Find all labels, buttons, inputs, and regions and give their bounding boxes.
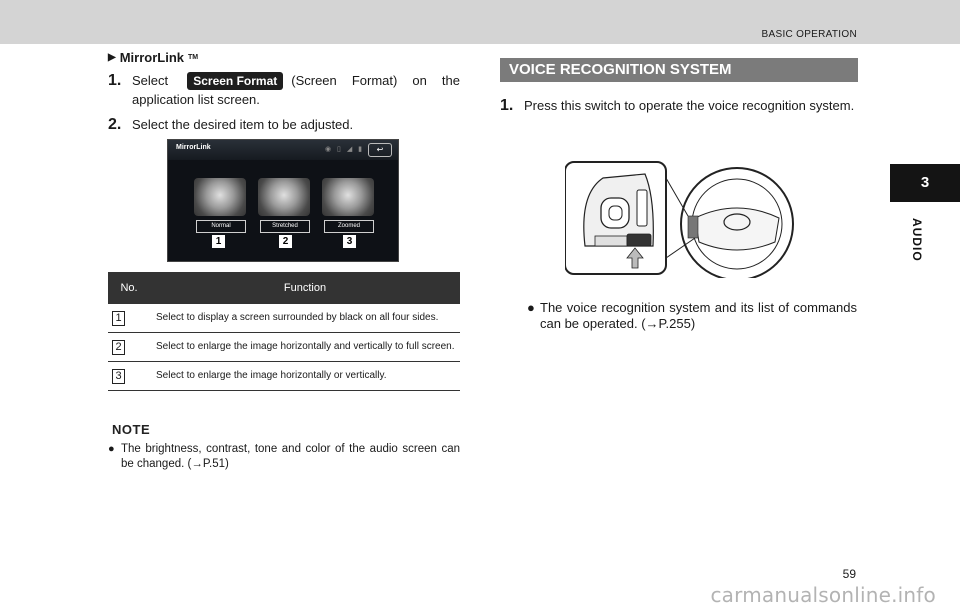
- callout-3: 3: [343, 235, 356, 248]
- bullet-icon: ●: [527, 300, 535, 315]
- step-text-pre: Select: [132, 73, 169, 88]
- bullet-text: The voice recognition system and its list of commands can be operated. (→P.255): [540, 300, 857, 331]
- tile-label-normal[interactable]: Normal: [196, 220, 246, 233]
- chapter-tab[interactable]: 3: [890, 164, 960, 202]
- section-header: VOICE RECOGNITION SYSTEM: [500, 58, 858, 82]
- step-text: Select the desired item to be adjusted.: [132, 117, 354, 132]
- step-1: [108, 71, 460, 109]
- row-text: Select to display a screen surrounded by black on all four sides.: [150, 304, 460, 333]
- steering-wheel-illustration: [565, 158, 797, 278]
- callout-2: 2: [279, 235, 292, 248]
- tile-label-zoomed[interactable]: Zoomed: [324, 220, 374, 233]
- tile-label-stretched[interactable]: Stretched: [260, 220, 310, 233]
- callout-1: 1: [212, 235, 225, 248]
- note-item: [108, 442, 460, 472]
- table-row: [108, 304, 460, 333]
- bullet-icon: ●: [108, 443, 115, 455]
- row-text: Select to enlarge the image horizontally and vertically to full screen.: [150, 333, 460, 362]
- subheading: [108, 50, 460, 65]
- table-header-row: [108, 272, 460, 304]
- zoomed-tile[interactable]: [322, 178, 374, 216]
- note-title: NOTE: [112, 422, 151, 437]
- step-1: [500, 96, 858, 115]
- stretched-tile[interactable]: [258, 178, 310, 216]
- watermark: carmanualsonline.info: [710, 583, 936, 607]
- bullet-item: [527, 300, 857, 332]
- step-text: Press this switch to operate the voice recognition system.: [524, 98, 855, 113]
- section-title: BASIC OPERATION: [761, 29, 857, 40]
- back-icon[interactable]: ↩: [368, 143, 392, 157]
- column-header-no: No.: [108, 272, 150, 304]
- control-pad-icon: [601, 198, 629, 228]
- status-icons: ◉ ▯ ◢ ▮: [324, 146, 364, 153]
- row-text: Select to enlarge the image horizontally or vertically.: [150, 362, 460, 391]
- mirrorlink-screen-image: [167, 139, 399, 262]
- table-row: [108, 333, 460, 362]
- right-column: [500, 58, 858, 115]
- step-number: 1.: [108, 72, 122, 89]
- trademark: TM: [188, 54, 199, 61]
- chapter-label: AUDIO: [910, 218, 924, 262]
- left-column: [108, 50, 460, 134]
- screen-title: MirrorLink: [176, 144, 211, 151]
- row-number: 1: [112, 311, 125, 326]
- row-number: 2: [112, 340, 125, 355]
- subheading-text: MirrorLink: [119, 50, 184, 65]
- page-number: 59: [842, 567, 856, 581]
- step-number: 1.: [500, 97, 514, 114]
- column-header-function: Function: [150, 272, 460, 304]
- step-number: 2.: [108, 116, 122, 133]
- normal-tile[interactable]: [194, 178, 246, 216]
- step-text-post: (Screen Format) on the application list screen.: [132, 73, 460, 107]
- function-table: [108, 272, 460, 391]
- voice-recognition-switch[interactable]: [627, 234, 651, 246]
- triangle-bullet-icon: ▶: [108, 52, 116, 63]
- table-row: [108, 362, 460, 391]
- switch-cluster: [688, 216, 698, 238]
- note-text: The brightness, contrast, tone and color of the audio screen can be changed. (→P.51): [121, 443, 460, 470]
- step-2: [108, 115, 460, 134]
- screen-format-button[interactable]: Screen Format: [187, 72, 283, 90]
- row-number: 3: [112, 369, 125, 384]
